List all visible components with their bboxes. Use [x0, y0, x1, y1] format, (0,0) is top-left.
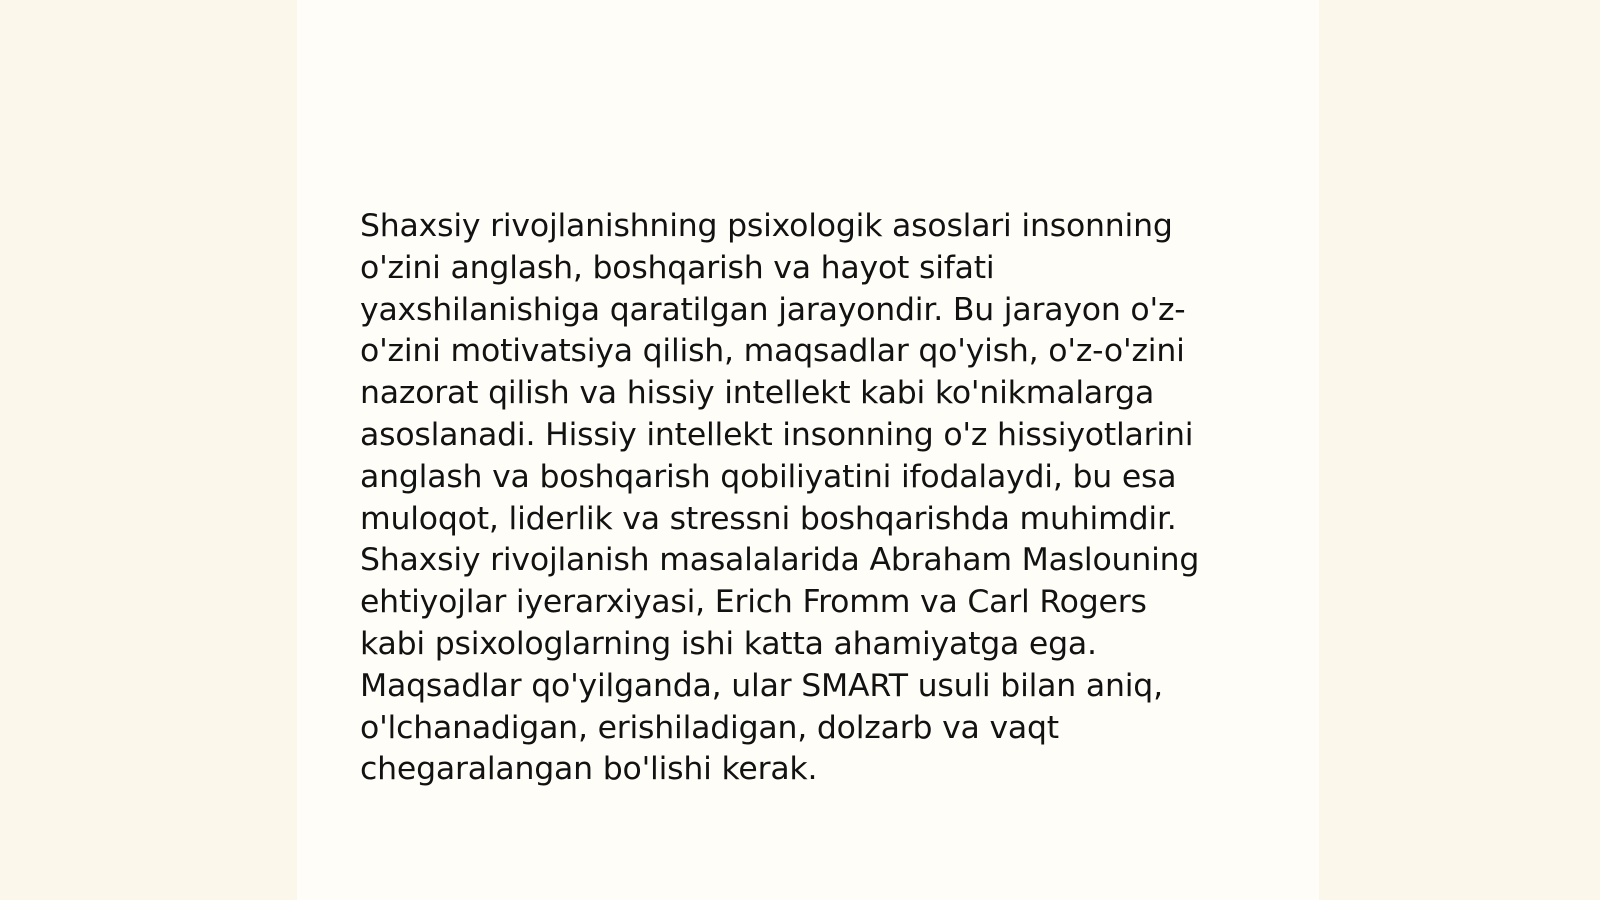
paragraph-line-11: kabi psixologlarning ishi katta ahamiyatga ega. — [360, 625, 1097, 662]
paragraph-line-9: Shaxsiy rivojlanish masalalarida Abraham Maslouning — [360, 542, 1200, 579]
paragraph-line-6: asoslanadi. Hissiy intellekt insonning o'z hissiyotlarini — [360, 416, 1194, 453]
paragraph-line-10: ehtiyojlar iyerarxiyasi, Erich Fromm va Carl Rogers — [360, 584, 1147, 621]
paragraph-line-5: nazorat qilish va hissiy intellekt kabi ko'nikmalarga — [360, 375, 1155, 412]
body-paragraph — [360, 206, 1260, 791]
paragraph-line-12: Maqsadlar qo'yilganda, ular SMART usuli bilan aniq, — [360, 667, 1163, 704]
paragraph-line-7: anglash va boshqarish qobiliyatini ifodalaydi, bu esa — [360, 458, 1177, 495]
paragraph-line-13: o'lchanadigan, erishiladigan, dolzarb va vaqt — [360, 709, 1059, 746]
paragraph-line-3: yaxshilanishiga qaratilgan jarayondir. Bu jarayon o'z- — [360, 291, 1186, 328]
paragraph-line-2: o'zini anglash, boshqarish va hayot sifati — [360, 249, 995, 286]
document-page — [297, 0, 1319, 900]
paragraph-line-8: muloqot, liderlik va stressni boshqarishda muhimdir. — [360, 500, 1177, 537]
paragraph-line-14: chegaralangan bo'lishi kerak. — [360, 751, 818, 788]
paragraph-line-1: Shaxsiy rivojlanishning psixologik asoslari insonning — [360, 208, 1173, 244]
paragraph-line-4: o'zini motivatsiya qilish, maqsadlar qo'yish, o'z-o'zini — [360, 333, 1185, 370]
